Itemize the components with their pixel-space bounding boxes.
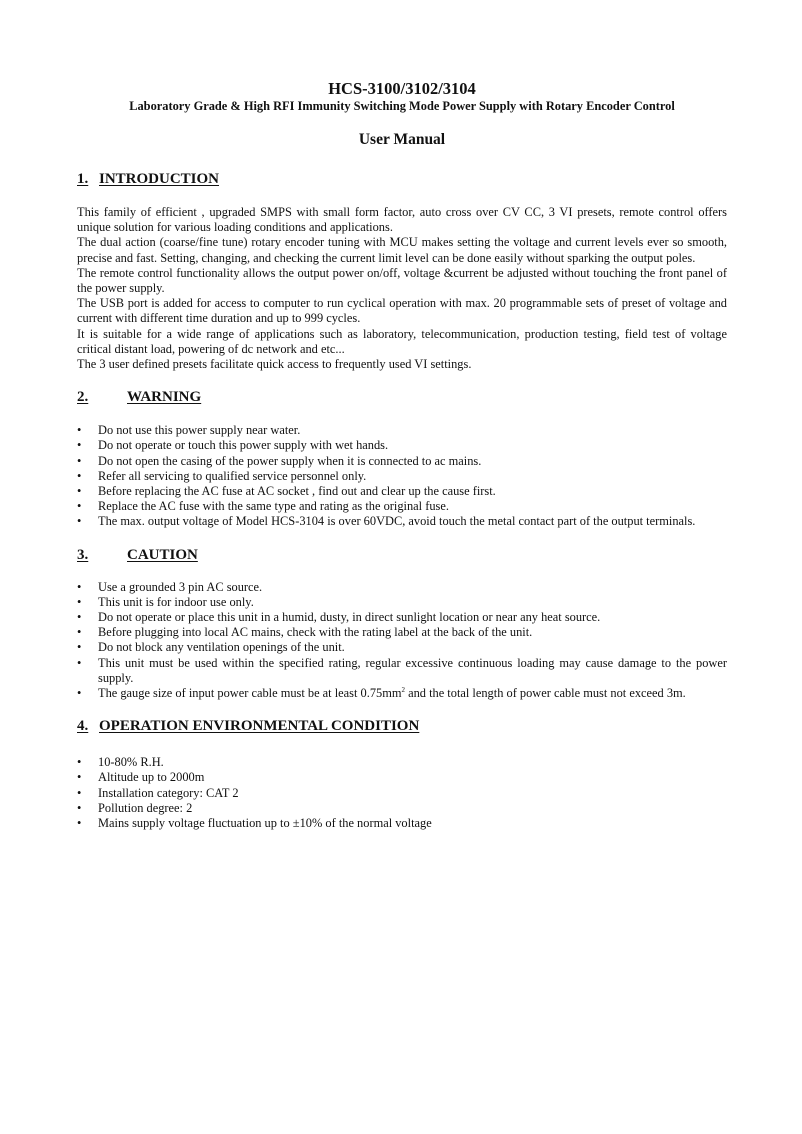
list-item — [77, 454, 727, 469]
list-item — [77, 770, 727, 785]
list-item-text: The max. output voltage of Model HCS-3104 is over 60VDC, avoid touch the metal contact part of the output terminals. — [98, 514, 696, 529]
bullet-icon: • — [77, 770, 82, 785]
document-page — [77, 79, 727, 831]
list-item — [77, 499, 727, 514]
bullet-icon: • — [77, 640, 82, 655]
section-title: WARNING — [127, 389, 202, 406]
list-item — [77, 640, 727, 655]
document-title: HCS-3100/3102/3104 — [328, 79, 476, 98]
bullet-icon: • — [77, 625, 82, 640]
bullet-icon: • — [77, 484, 82, 499]
bullet-icon: • — [77, 800, 82, 815]
section-heading-warning — [77, 388, 727, 406]
list-item-text: Altitude up to 2000m — [98, 770, 205, 785]
list-item-text: Do not operate or place this unit in a humid, dusty, in direct sunlight location or near any heat source. — [98, 610, 601, 625]
bullet-icon: • — [77, 514, 82, 529]
bullet-icon: • — [77, 594, 82, 609]
cable-text-start: The gauge size of input power cable must be at least 0.75mm — [98, 686, 402, 701]
environment-list — [77, 755, 727, 831]
section-number: 4. — [77, 718, 89, 735]
bullet-icon: • — [77, 686, 82, 701]
list-item-text: Do not block any ventilation openings of the unit. — [98, 640, 345, 655]
section-heading-introduction — [77, 170, 727, 188]
list-item-text: Do not open the casing of the power supply when it is connected to ac mains. — [98, 453, 482, 468]
paragraph: It is suitable for a wide range of applications such as laboratory, telecommunication, production testing, field test of voltage critical distant load, powering of dc network and etc... — [77, 326, 727, 356]
list-item — [77, 625, 727, 640]
bullet-icon: • — [77, 453, 82, 468]
cable-text-end: and the total length of power cable must not exceed 3m. — [404, 686, 686, 701]
list-item — [77, 580, 727, 595]
list-item — [77, 786, 727, 801]
list-item-text: Pollution degree: 2 — [98, 800, 193, 815]
list-item — [77, 423, 727, 438]
list-item — [77, 438, 727, 453]
document-heading-user-manual: User Manual — [358, 131, 446, 148]
paragraph: The dual action (coarse/fine tune) rotary encoder tuning with MCU makes setting the voltage and current levels ever so smooth, precise and fast. Setting, changing, and checking the current limit level can be done easily without sparking the output poles. — [77, 235, 727, 265]
list-item-text: This unit is for indoor use only. — [98, 594, 254, 609]
list-item — [77, 595, 727, 610]
section-number: 1. — [77, 171, 89, 187]
superscript: 2 — [401, 685, 405, 694]
section-number: 2. — [77, 389, 89, 406]
section-title: CAUTION — [127, 546, 198, 563]
list-item-text: Installation category: CAT 2 — [98, 785, 239, 800]
paragraph: The USB port is added for access to computer to run cyclical operation with max. 20 programmable sets of preset of voltage and current with different time duration and up to 999 cycles. — [77, 296, 727, 326]
warning-list — [77, 423, 727, 529]
list-item — [77, 755, 727, 770]
bullet-icon: • — [77, 423, 82, 438]
bullet-icon: • — [77, 579, 82, 594]
paragraph: The 3 user defined presets facilitate quick access to frequently used VI settings. — [77, 357, 472, 372]
paragraph: The remote control functionality allows the output power on/off, voltage &current be adjusted without touching the front panel of the power supply. — [77, 265, 727, 296]
paragraph: This family of efficient , upgraded SMPS with small form factor, auto cross over CV CC, 3 VI presets, remote control offers unique solution for various loading conditions and applications. — [77, 205, 727, 235]
section-number: 3. — [77, 546, 89, 563]
bullet-icon: • — [77, 468, 82, 483]
document-subtitle: Laboratory Grade & High RFI Immunity Switching Mode Power Supply with Rotary Encoder Control — [129, 99, 675, 113]
list-item-text: Mains supply voltage fluctuation up to ±10% of the normal voltage — [98, 816, 432, 831]
list-item-text: Use a grounded 3 pin AC source. — [98, 579, 263, 594]
list-item — [77, 801, 727, 816]
list-item-text: Replace the AC fuse with the same type and rating as the original fuse. — [98, 499, 449, 514]
list-item — [77, 469, 727, 484]
list-item — [77, 484, 727, 499]
introduction-body — [77, 205, 727, 372]
bullet-icon: • — [77, 755, 82, 770]
list-item-text: Before replacing the AC fuse at AC socket , find out and clear up the cause first. — [98, 484, 496, 499]
list-item — [77, 514, 727, 529]
list-item-text: Before plugging into local AC mains, check with the rating label at the back of the unit. — [98, 625, 533, 640]
bullet-icon: • — [77, 438, 82, 453]
list-item-text: 10-80% R.H. — [98, 755, 164, 770]
section-title: INTRODUCTION — [99, 171, 220, 187]
list-item — [77, 686, 727, 701]
bullet-icon: • — [77, 816, 82, 831]
bullet-icon: • — [77, 610, 82, 625]
section-title: OPERATION ENVIRONMENTAL CONDITION — [99, 718, 420, 735]
list-item — [77, 656, 727, 686]
list-item-text: Do not use this power supply near water. — [98, 423, 301, 438]
list-item-text: Do not operate or touch this power supply with wet hands. — [98, 438, 389, 453]
list-item-text: This unit must be used within the specified rating, regular excessive continuous loading may cause damage to the power supply. — [98, 655, 727, 685]
list-item-text — [98, 686, 686, 700]
list-item-text: Refer all servicing to qualified service personnel only. — [98, 468, 367, 483]
caution-list — [77, 580, 727, 702]
section-heading-caution — [77, 546, 727, 564]
list-item — [77, 816, 727, 831]
section-heading-environment — [77, 717, 727, 735]
bullet-icon: • — [77, 785, 82, 800]
bullet-icon: • — [77, 655, 82, 670]
list-item — [77, 610, 727, 625]
bullet-icon: • — [77, 499, 82, 514]
